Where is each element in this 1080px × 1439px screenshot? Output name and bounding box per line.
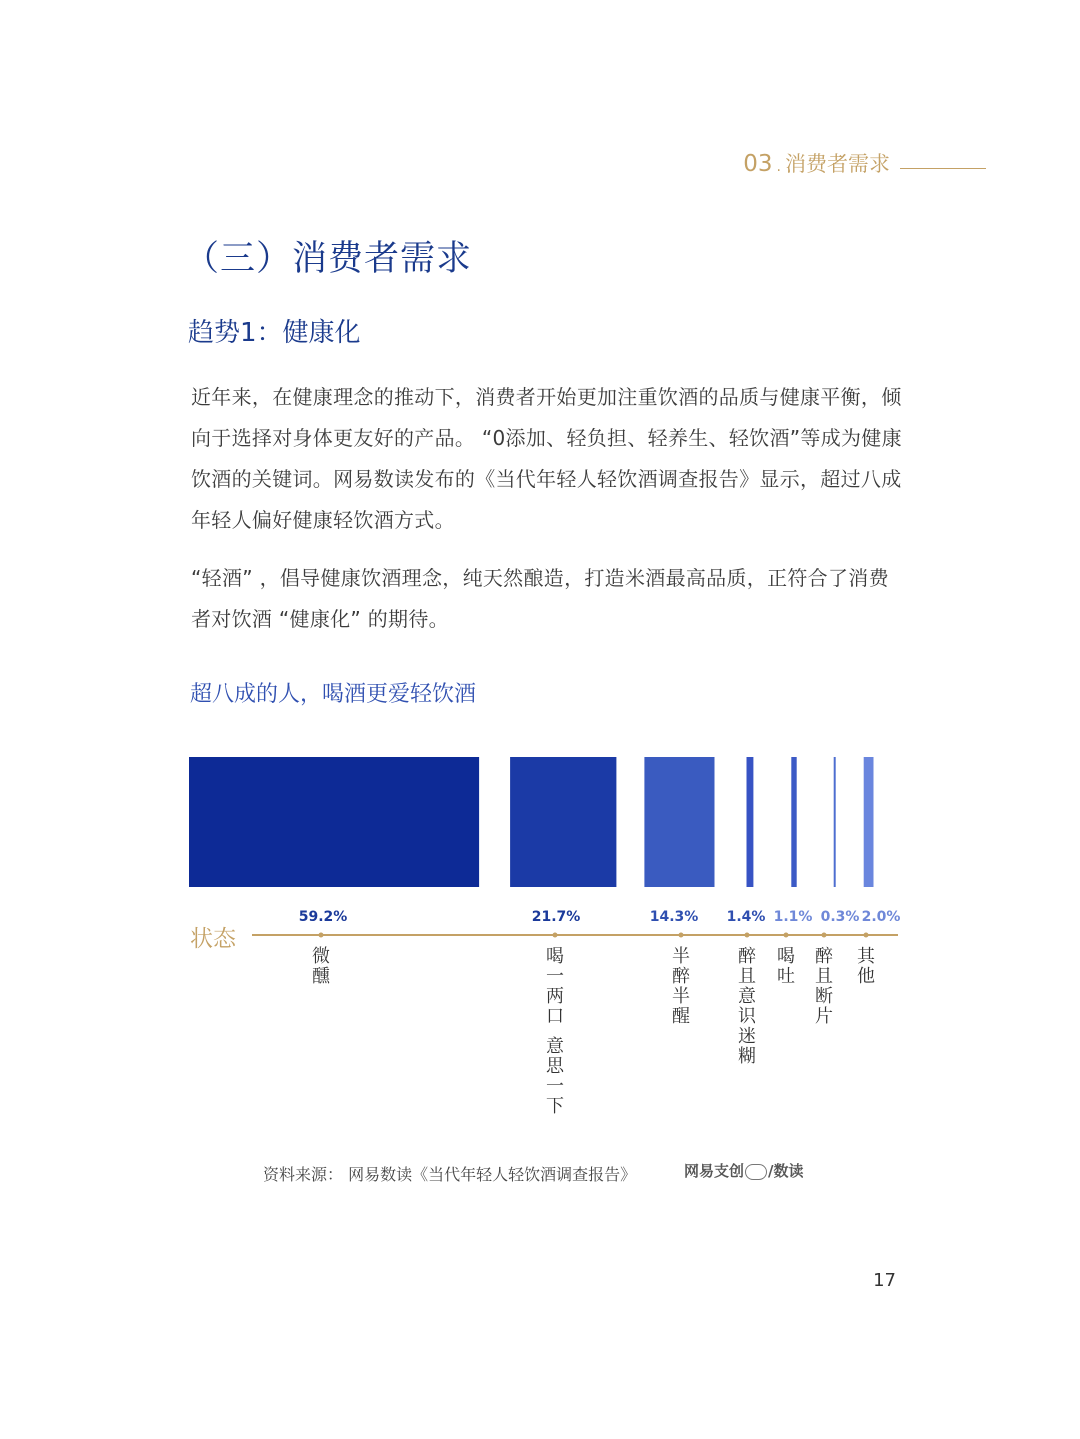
- page-title: （三）消费者需求: [184, 239, 473, 279]
- category-label: 喝 吐: [777, 946, 795, 987]
- section-tag: [690, 148, 890, 178]
- value-label: 1.4%: [726, 909, 766, 925]
- axis-tick-5: [784, 933, 789, 938]
- chart-title: 超八成的人，喝酒更爱轻饮酒: [190, 682, 477, 707]
- bar-1: [189, 757, 479, 887]
- value-label: 2.0%: [861, 909, 901, 925]
- header-rule: [900, 168, 986, 169]
- logo-right-text: 数读: [773, 1162, 804, 1180]
- value-label: 21.7%: [531, 909, 581, 925]
- value-label: 1.1%: [773, 909, 813, 925]
- axis-tick-7: [864, 933, 869, 938]
- category-label: 醉 且 意 识 迷 糊: [738, 946, 756, 1067]
- axis-tick-2: [553, 933, 558, 938]
- axis-tick-3: [679, 933, 684, 938]
- value-label: 59.2%: [298, 909, 348, 925]
- section-name: 消费者需求: [785, 152, 890, 176]
- logo-circle-icon: [745, 1164, 767, 1180]
- value-label: 14.3%: [649, 909, 699, 925]
- source-note: 资料来源： 网易数读《当代年轻人轻饮酒调查报告》: [263, 1165, 637, 1184]
- bar-3: [644, 757, 714, 887]
- bar-2: [510, 757, 616, 887]
- category-label: 其 他: [857, 946, 875, 987]
- bar-5: [791, 757, 796, 887]
- bar-7: [864, 757, 874, 887]
- section-dot: .: [776, 159, 781, 175]
- category-label: 半 醉 半 醒: [672, 946, 690, 1027]
- trend-heading: 趋势1：健康化: [188, 318, 361, 348]
- value-label: 0.3%: [820, 909, 860, 925]
- axis-tick-6: [822, 933, 827, 938]
- axis-tick-1: [319, 933, 324, 938]
- paragraph-2: “轻酒” ，倡导健康饮酒理念，纯天然酿造，打造米酒最高品质，正符合了消费者对饮酒 “健康化” 的期待。: [191, 566, 889, 631]
- bar-6: [834, 757, 836, 887]
- category-label: 喝 一 两 口 意 思 一 下: [546, 946, 564, 1117]
- section-number: 03: [743, 151, 773, 177]
- logo-left-text: 网易支创: [684, 1162, 745, 1180]
- bar-4: [747, 757, 754, 887]
- netease-logo: 网易支创 /数读: [684, 1162, 804, 1180]
- axis-label: 状态: [190, 926, 236, 952]
- axis-tick-4: [745, 933, 750, 938]
- page-number: 17: [873, 1270, 896, 1291]
- paragraph-1: 近年来，在健康理念的推动下，消费者开始更加注重饮酒的品质与健康平衡，倾向于选择对身体更友好的产品。 “0添加、轻负担、轻养生、轻饮酒”等成为健康饮酒的关键词。网易数读发布的《当代年轻人轻饮酒调查报告》显示，超过八成年轻人偏好健康轻饮酒方式。: [191, 385, 902, 532]
- category-label: 微 醺: [312, 946, 330, 987]
- category-label: 醉 且 断 片: [815, 946, 833, 1027]
